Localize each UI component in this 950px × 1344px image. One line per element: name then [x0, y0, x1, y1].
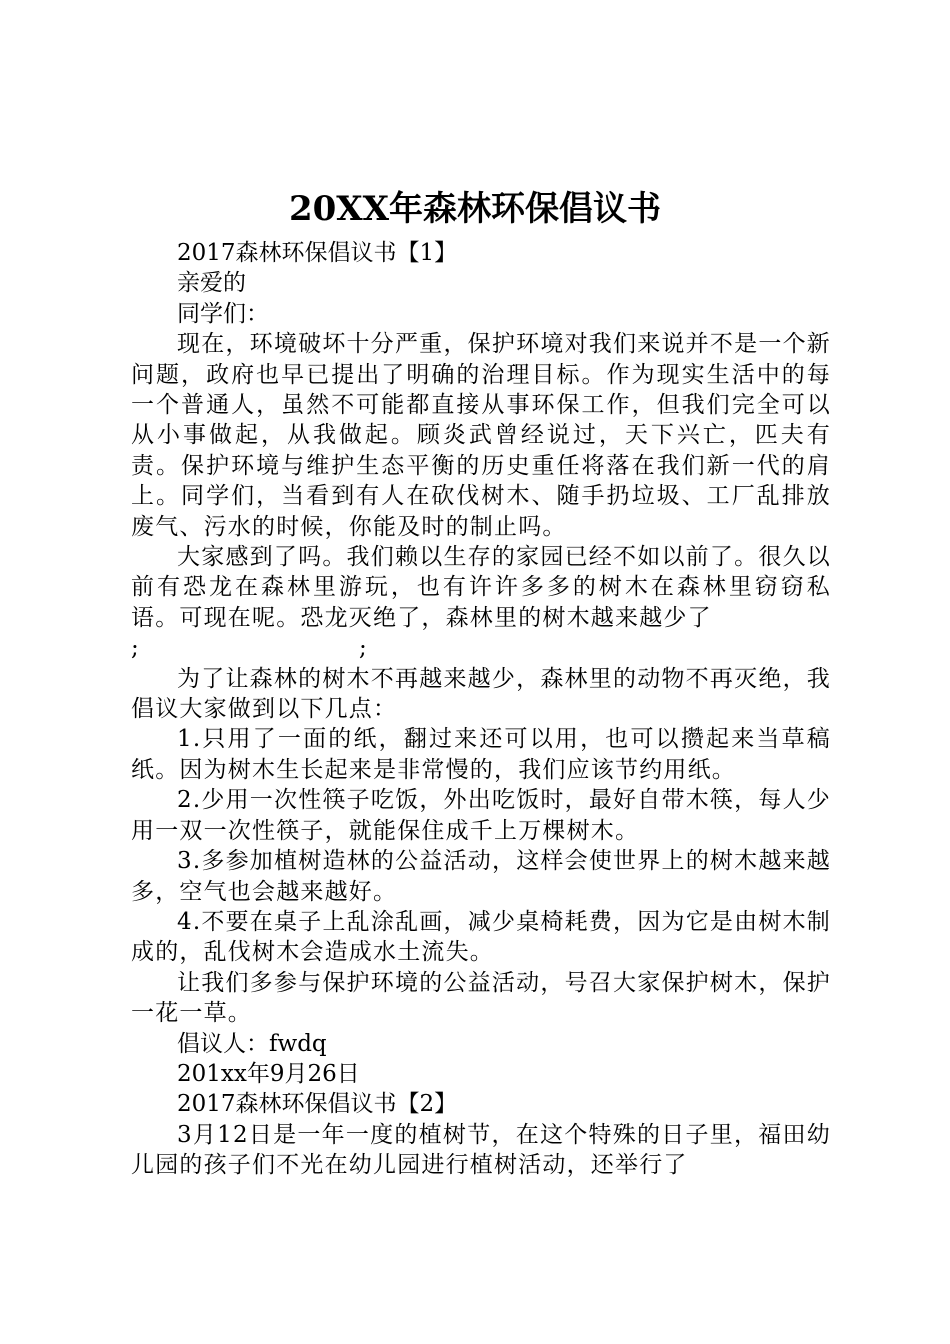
- section-heading: 2017森林环保倡议书【2】: [177, 1091, 458, 1118]
- salutation-line: 亲爱的: [177, 270, 246, 297]
- document-body: [131, 238, 831, 1181]
- signer-line: 倡议人：fwdq: [177, 1030, 327, 1057]
- list-item: 4.不要在桌子上乱涂乱画，减少桌椅耗费，因为它是由树木制成的，乱伐树木会造成水土流失。: [131, 908, 831, 966]
- semicolon: ;: [131, 635, 139, 662]
- salutation-line: 同学们：: [177, 300, 269, 327]
- paragraph: 让我们多参与保护环境的公益活动，号召大家保护树木，保护一花一草。: [131, 969, 831, 1027]
- list-item: 1.只用了一面的纸，翻过来还可以用，也可以攒起来当草稿纸。因为树木生长起来是非常慢的，我们应该节约用纸。: [131, 726, 831, 783]
- section-heading: 2017森林环保倡议书【1】: [177, 240, 458, 266]
- paragraph: 3月12日是一年一度的植树节，在这个特殊的日子里，福田幼儿园的孩子们不光在幼儿园进行植树活动，还举行了: [131, 1121, 831, 1179]
- document-title: 20XX年森林环保倡议书: [288, 189, 662, 229]
- semicolon-line: [131, 633, 831, 663]
- paragraph: 大家感到了吗。我们赖以生存的家园已经不如以前了。很久以前有恐龙在森林里游玩，也有许许多多的树木在森林里窃窃私语。可现在呢。恐龙灭绝了，森林里的树木越来越少了: [131, 544, 831, 631]
- paragraph: 为了让森林的树木不再越来越少，森林里的动物不再灭绝，我倡议大家做到以下几点：: [131, 665, 831, 723]
- list-item: 3.多参加植树造林的公益活动，这样会使世界上的树木越来越多，空气也会越来越好。: [131, 848, 831, 905]
- list-item: 2.少用一次性筷子吃饭，外出吃饭时，最好自带木筷，每人少用一双一次性筷子，就能保住成千上万棵树木。: [131, 787, 831, 844]
- paragraph: 现在，环境破坏十分严重，保护环境对我们来说并不是一个新问题，政府也早已提出了明确的治理目标。作为现实生活中的每一个普通人，虽然不可能都直接从事环保工作，但我们完全可以从小事做起，从我做起。顾炎武曾经说过，天下兴亡，匹夫有责。保护环境与维护生态平衡的历史重任将落在我们新一代的肩上。同学们，当看到有人在砍伐树木、随手扔垃圾、工厂乱排放废气、污水的时候，你能及时的制止吗。: [131, 331, 831, 540]
- date-line: 201xx年9月26日: [177, 1060, 360, 1087]
- semicolon: ;: [359, 635, 367, 662]
